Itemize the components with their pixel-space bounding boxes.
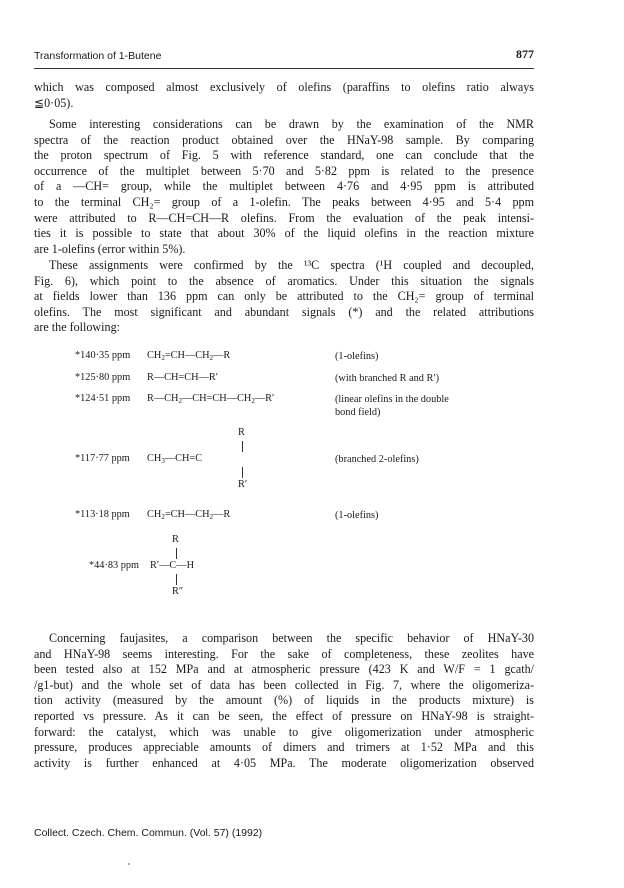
text-line: pressure, produces appreciable amounts of dimers and trimers at 1·52 MPa and this (34, 740, 534, 755)
structure-formula: $CH_2=CH—CH_2—R$ (147, 350, 231, 362)
text-line: spectra of the reaction product obtained over the HNaY-98 sample. By comparing (34, 132, 534, 147)
text-line: These assignments were confirmed by the ¹³C spectra (¹H coupled and decoupled, (49, 258, 534, 272)
paragraph-4 (34, 631, 534, 771)
structure-formula: $CH_2=CH—CH_2—R$ (147, 509, 231, 521)
paragraph-1 (34, 80, 534, 111)
text-line: forward: the catalyst, which was unable to give oligomerization under atmospheric (34, 724, 534, 739)
signal-attribution: (1-olefins) (335, 351, 379, 362)
signal-shift: *140·35 ppm (75, 350, 131, 361)
text-line: at fields lower than 136 ppm can only be attributed to the CH₂= group of terminal (34, 289, 534, 304)
bond-line (176, 574, 177, 585)
text-line: are 1-olefins (error within 5%). (34, 241, 186, 256)
text-line: ≦0·05). (34, 95, 74, 110)
text-line: Some interesting considerations can be drawn by the examination of the NMR (49, 117, 534, 131)
signal-attribution: (with branched R and R′) (335, 373, 440, 384)
structure-formula: R—CH=CH—R′ (147, 372, 218, 383)
bond-line (176, 548, 177, 559)
text-line: of a —CH= group, while the multiplet between 4·76 and 4·95 ppm is attributed (34, 179, 534, 194)
structure-formula: R′—C—H (150, 560, 195, 571)
attribution-line: (linear olefins in the double (335, 394, 449, 405)
text-line: which was composed almost exclusively of olefins (paraffins to olefins ratio always (34, 80, 534, 94)
signal-shift: *124·51 ppm (75, 393, 131, 404)
text-line: occurrence of the multiplet between 5·70 and 5·82 ppm is related to the presence (34, 163, 534, 178)
paragraph-2 (34, 117, 534, 257)
substituent-r: R (238, 427, 245, 438)
text-line: are the following: (34, 320, 120, 335)
signal-attribution: (branched 2-olefins) (335, 454, 419, 465)
signal-shift: *125·80 ppm (75, 372, 131, 383)
substituent-r-double-prime: R″ (172, 586, 184, 597)
scan-speck (128, 863, 130, 865)
structure-formula: $R—CH_2—CH=CH—CH_2—R'$ (147, 393, 275, 405)
substituent-r: R (172, 534, 179, 545)
header-rule (34, 68, 534, 69)
attribution-line: bond field) (335, 407, 381, 418)
page-number: 877 (516, 47, 534, 61)
text-line: were attributed to R—CH=CH—R olefins. From the evaluation of the peak intensi- (34, 210, 534, 225)
text-line: /g1-but) and the whole set of data has been collected in Fig. 7, where the oligomeriza- (34, 677, 534, 692)
journal-footer: Collect. Czech. Chem. Commun. (Vol. 57) (1992) (34, 827, 263, 839)
text-line: and HNaY-98 seems interesting. For the sake of completeness, these zeolites have (34, 646, 534, 661)
text-line: the proton spectrum of Fig. 5 with reference standard, one can conclude that the (34, 148, 534, 163)
paragraph-3 (34, 258, 534, 336)
substituent-r-prime: R′ (238, 479, 248, 490)
bond-line (242, 441, 243, 452)
text-line: been tested also at 152 MPa and at atmospheric pressure (423 K and W/F = 1 gcath/ (34, 662, 534, 677)
signal-shift: *113·18 ppm (75, 509, 130, 520)
signal-shift: *44·83 ppm (89, 560, 140, 571)
text-line: to the terminal CH₂= group of a 1-olefin. The peaks between 4·95 and 5·4 ppm (34, 194, 534, 209)
structure-formula: $CH_3—CH=C$ (147, 453, 203, 465)
text-line: Fig. 6), which point to the absence of aromatics. Under this situation the signals (34, 273, 534, 288)
running-title: Transformation of 1-Butene (34, 50, 162, 62)
signal-shift: *117·77 ppm (75, 453, 130, 464)
text-line: activity is further enhanced at 4·05 MPa. The moderate oligomerization observed (34, 755, 534, 770)
text-line: ties it is possible to state that about 30% of the liquid olefins in the reaction mixture (34, 226, 534, 241)
text-line: olefins. The most significant and abundant signals (*) and the related attributions (34, 304, 534, 319)
text-line: tion activity (measured by the amount (%) of liquids in the products mixture) is (34, 693, 534, 708)
bond-line (242, 467, 243, 478)
text-line: Concerning faujasites, a comparison between the specific behavior of HNaY-30 (49, 631, 534, 645)
signal-attribution (335, 393, 449, 419)
text-line: reported vs pressure. As it can be seen, the effect of pressure on HNaY-98 is straight- (34, 708, 534, 723)
signal-attribution: (1-olefins) (335, 510, 379, 521)
